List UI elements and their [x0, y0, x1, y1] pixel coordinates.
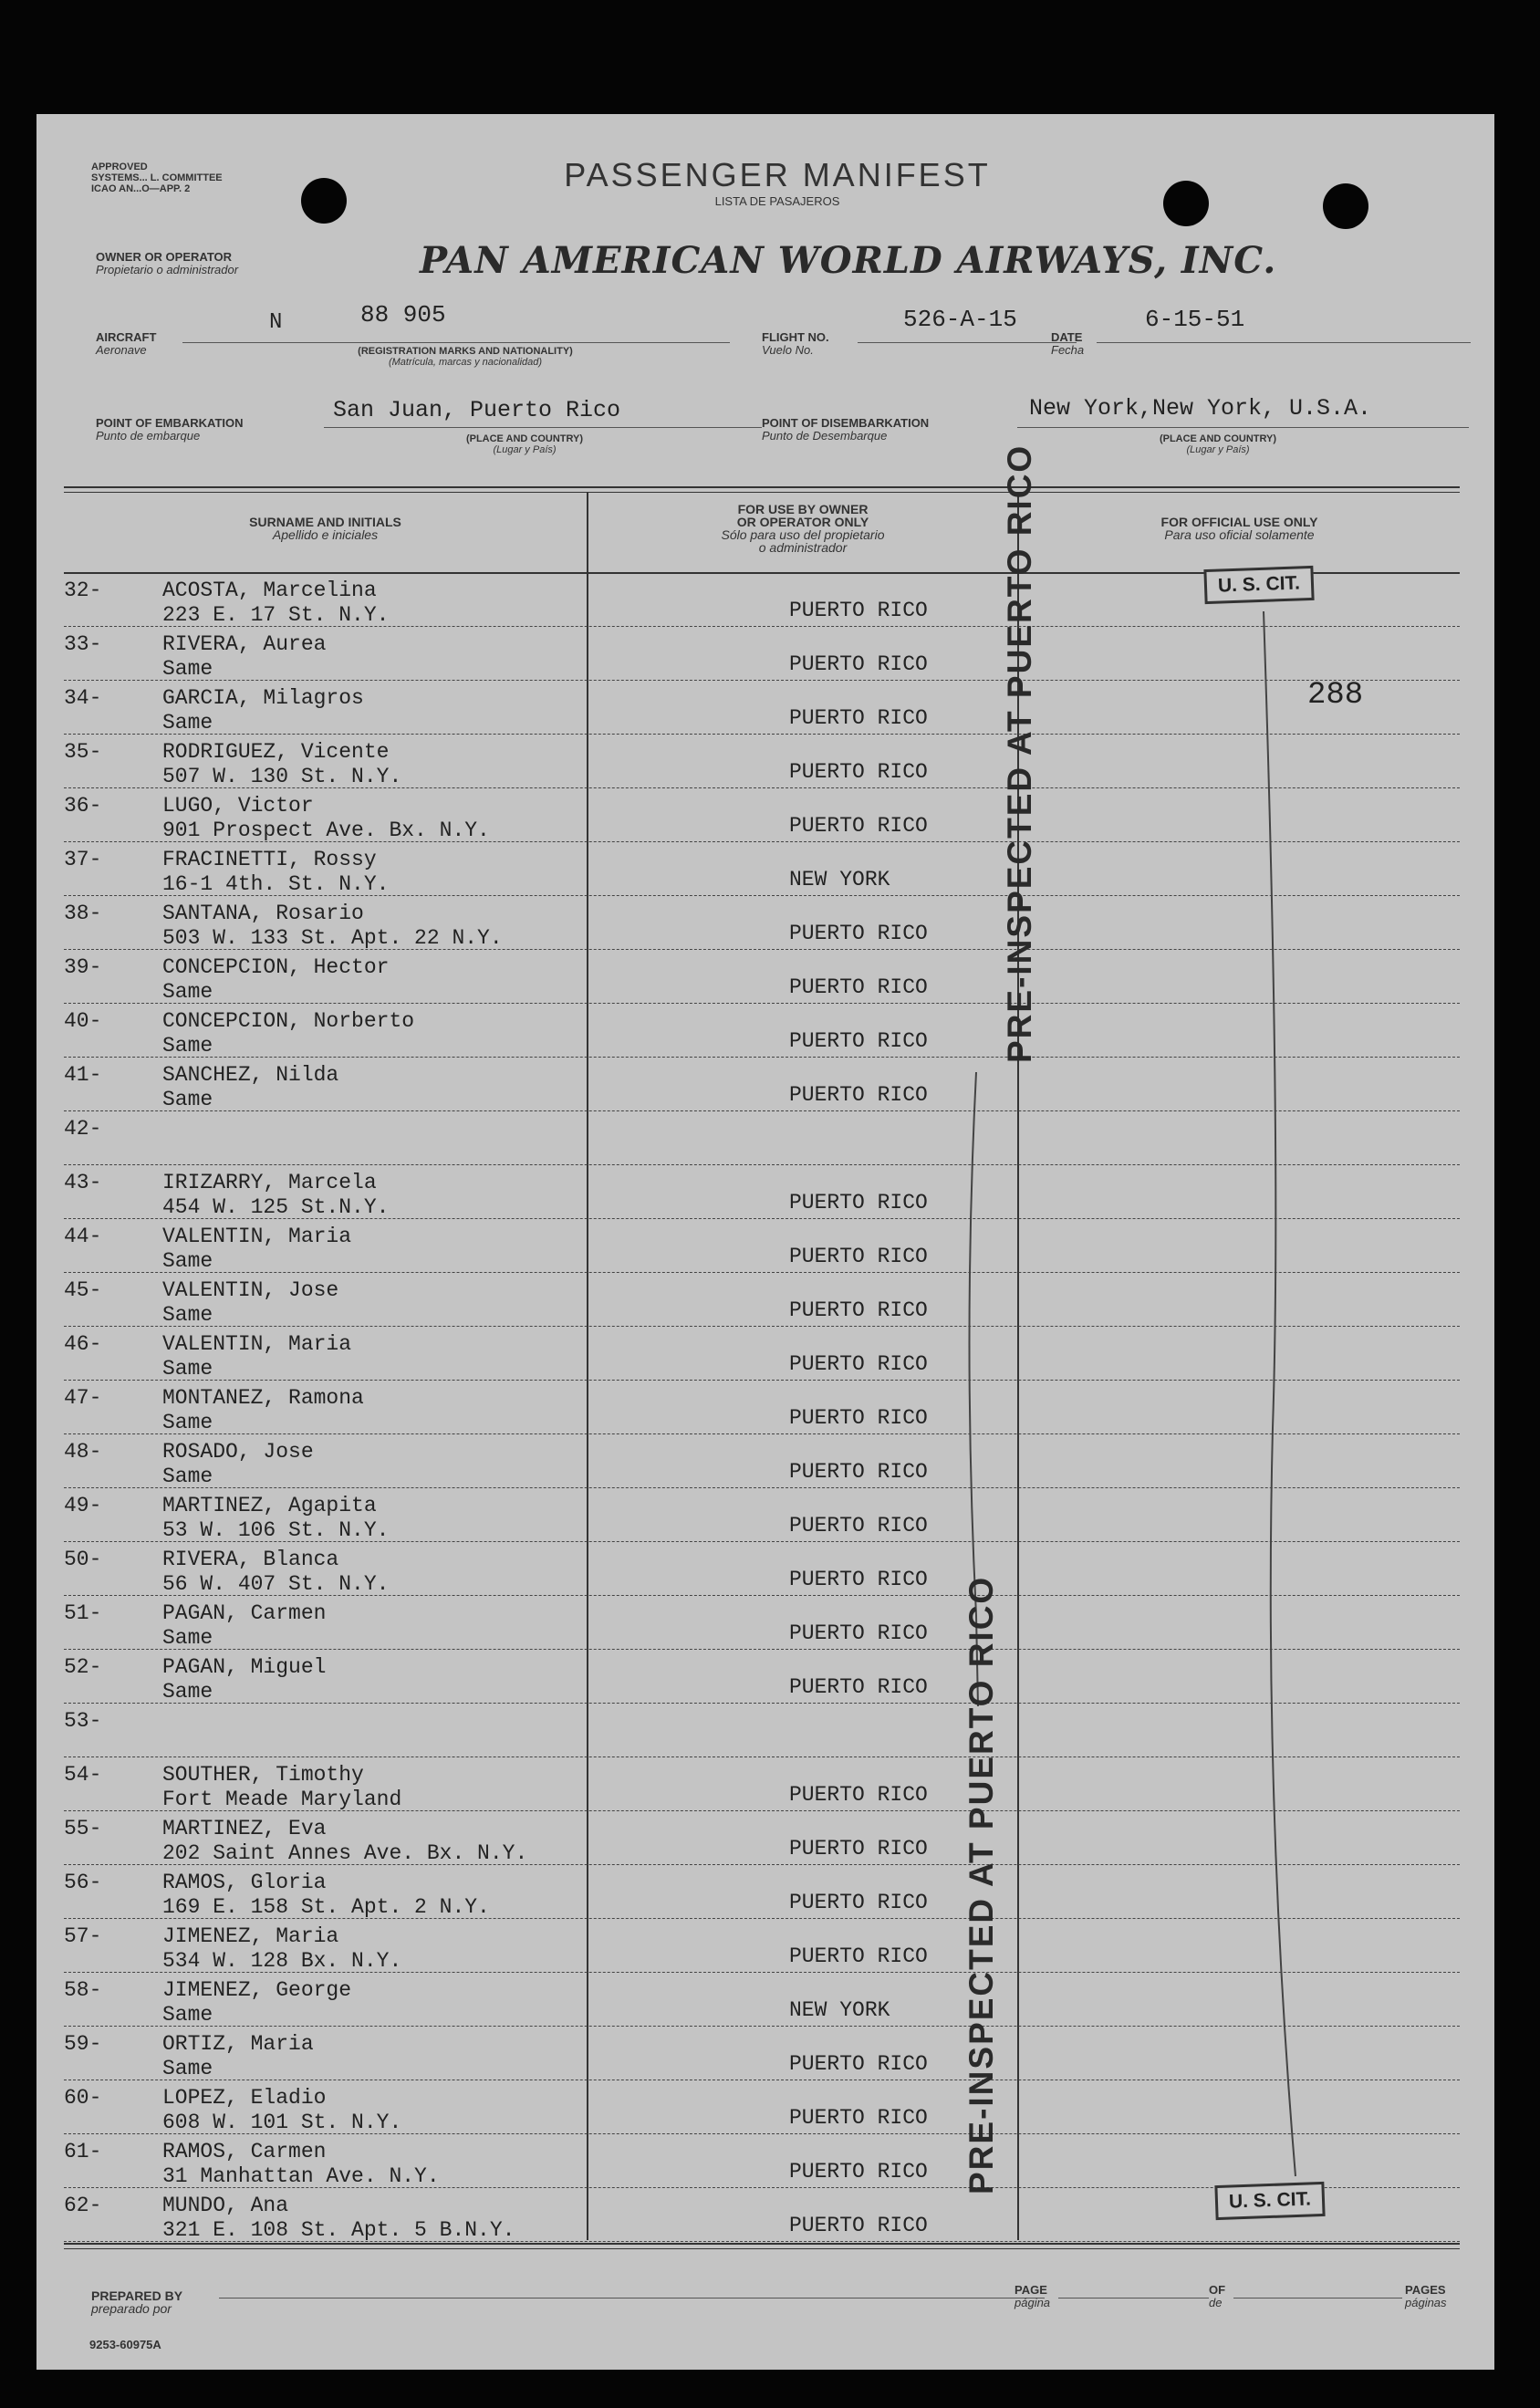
row-number: 46- — [64, 1332, 102, 1356]
of-label: OF — [1209, 2283, 1226, 2297]
passenger-destination: PUERTO RICO — [789, 1298, 928, 1322]
row-number: 48- — [64, 1440, 102, 1464]
row-number: 41- — [64, 1063, 102, 1087]
passenger-name: ROSADO, Jose — [162, 1440, 314, 1464]
table-row — [64, 681, 1460, 735]
prepared-line — [219, 2298, 1045, 2299]
passenger-name: RIVERA, Aurea — [162, 632, 327, 656]
table-row — [64, 1650, 1460, 1704]
table-bottom-rule — [64, 2248, 1460, 2249]
disembark-label-block — [762, 417, 929, 443]
table-row — [64, 1757, 1460, 1811]
passenger-address: 454 W. 125 St.N.Y. — [162, 1195, 390, 1219]
passenger-address: Fort Meade Maryland — [162, 1788, 402, 1811]
passenger-address: Same — [162, 2003, 213, 2027]
passenger-address: Same — [162, 1088, 213, 1111]
row-number: 50- — [64, 1548, 102, 1571]
bracket-line — [1259, 607, 1314, 2194]
passenger-destination: NEW YORK — [789, 868, 890, 891]
passenger-name: CONCEPCION, Norberto — [162, 1009, 415, 1033]
disembark-sublabel-block — [1131, 433, 1305, 455]
owner-label-es: Propietario o administrador — [96, 263, 239, 276]
divider — [1097, 342, 1471, 343]
passenger-destination: PUERTO RICO — [789, 1675, 928, 1699]
row-number: 52- — [64, 1655, 102, 1679]
row-number: 45- — [64, 1278, 102, 1302]
passenger-destination: PUERTO RICO — [789, 1245, 928, 1268]
passenger-address: 31 Manhattan Ave. N.Y. — [162, 2164, 440, 2188]
passenger-name: VALENTIN, Maria — [162, 1225, 352, 1248]
passenger-address: 507 W. 130 St. N.Y. — [162, 765, 402, 788]
preinspected-stamp: PRE-INSPECTED AT PUERTO RICO — [1001, 443, 1038, 1063]
table-row — [64, 1165, 1460, 1219]
passenger-destination: PUERTO RICO — [789, 1891, 928, 1914]
passenger-address: Same — [162, 1411, 213, 1434]
row-number: 56- — [64, 1871, 102, 1894]
row-number: 62- — [64, 2194, 102, 2217]
aircraft-label-block — [96, 331, 156, 357]
table-row — [64, 2080, 1460, 2134]
owner-label-block — [96, 251, 238, 276]
table-row — [64, 1811, 1460, 1865]
approval-line: APPROVED — [91, 162, 148, 172]
passenger-address: Same — [162, 1034, 213, 1058]
of-label-block — [1209, 2284, 1225, 2309]
passenger-name: JIMENEZ, Maria — [162, 1924, 339, 1948]
passenger-name: ORTIZ, Maria — [162, 2032, 314, 2056]
passenger-address: 503 W. 133 St. Apt. 22 N.Y. — [162, 926, 503, 950]
passenger-destination: PUERTO RICO — [789, 1944, 928, 1968]
row-number: 43- — [64, 1171, 102, 1194]
table-row — [64, 735, 1460, 788]
row-number: 58- — [64, 1978, 102, 2002]
passenger-address: Same — [162, 657, 213, 681]
col-header-label: OR OPERATOR ONLY — [736, 515, 869, 529]
embark-label-block — [96, 417, 244, 443]
passenger-name: MARTINEZ, Agapita — [162, 1494, 377, 1517]
passenger-destination: PUERTO RICO — [789, 1783, 928, 1807]
punch-hole — [1323, 183, 1368, 229]
approval-line: ICAO AN...O—APP. 2 — [91, 183, 191, 194]
aircraft-label-es: Aeronave — [96, 343, 147, 357]
table-row — [64, 1219, 1460, 1273]
row-number: 55- — [64, 1817, 102, 1840]
passenger-address: 202 Saint Annes Ave. Bx. N.Y. — [162, 1841, 528, 1865]
passenger-name: RODRIGUEZ, Vicente — [162, 740, 390, 764]
punch-hole — [1163, 181, 1209, 226]
table-row — [64, 1488, 1460, 1542]
passenger-address: 169 E. 158 St. Apt. 2 N.Y. — [162, 1895, 490, 1919]
page-label-es: página — [1015, 2296, 1051, 2309]
passenger-name: MUNDO, Ana — [162, 2194, 289, 2217]
passenger-address: Same — [162, 980, 213, 1004]
pages-label-es: páginas — [1405, 2296, 1447, 2309]
embark-sublabel: (PLACE AND COUNTRY) — [465, 433, 584, 444]
passenger-address: Same — [162, 711, 213, 735]
official-count: 288 — [1307, 678, 1364, 713]
prepared-label-es: preparado por — [91, 2301, 172, 2316]
row-number: 47- — [64, 1386, 102, 1410]
disembark-place: New York,New York, U.S.A. — [1029, 395, 1372, 422]
owner-label: OWNER OR OPERATOR — [96, 250, 233, 264]
row-number: 44- — [64, 1225, 102, 1248]
table-row — [64, 1973, 1460, 2027]
page-title: PASSENGER MANIFEST — [564, 156, 991, 193]
aircraft-prefix: N — [269, 310, 283, 335]
table-row — [64, 1865, 1460, 1919]
divider — [1017, 427, 1469, 428]
pages-label: PAGES — [1405, 2283, 1446, 2297]
col-header-label: FOR USE BY OWNER — [737, 502, 869, 516]
passenger-name: VALENTIN, Maria — [162, 1332, 352, 1356]
passenger-destination: PUERTO RICO — [789, 814, 928, 838]
page-label-block — [1015, 2284, 1050, 2309]
passenger-destination: PUERTO RICO — [789, 1621, 928, 1645]
row-number: 42- — [64, 1117, 102, 1141]
passenger-name: LUGO, Victor — [162, 794, 314, 818]
passenger-address: 534 W. 128 Bx. N.Y. — [162, 1949, 402, 1973]
table-row — [64, 1327, 1460, 1381]
aircraft-registration: 88 905 — [360, 301, 446, 328]
page-line — [1058, 2298, 1209, 2299]
passenger-destination: PUERTO RICO — [789, 1352, 928, 1376]
col-header-owner — [588, 503, 1017, 554]
passenger-address: Same — [162, 1303, 213, 1327]
table-row — [64, 1542, 1460, 1596]
passenger-address: Same — [162, 1465, 213, 1488]
table-row — [64, 1596, 1460, 1650]
passenger-name: MARTINEZ, Eva — [162, 1817, 327, 1840]
flight-label-es: Vuelo No. — [762, 343, 814, 357]
date-label: DATE — [1051, 330, 1083, 344]
approval-line: SYSTEMS... L. COMMITTEE — [91, 172, 223, 183]
passenger-name: SOUTHER, Timothy — [162, 1763, 364, 1787]
passenger-destination: NEW YORK — [789, 1998, 890, 2022]
passenger-address: 53 W. 106 St. N.Y. — [162, 1518, 390, 1542]
table-row — [64, 1273, 1460, 1327]
passenger-name: CONCEPCION, Hector — [162, 955, 390, 979]
passenger-address: 321 E. 108 St. Apt. 5 B.N.Y. — [162, 2218, 515, 2242]
approval-block — [91, 162, 223, 194]
table-row — [64, 1058, 1460, 1111]
passenger-name: LOPEZ, Eladio — [162, 2086, 327, 2110]
row-number: 32- — [64, 579, 102, 602]
passenger-destination: PUERTO RICO — [789, 2160, 928, 2184]
passenger-name: IRIZARRY, Marcela — [162, 1171, 377, 1194]
passenger-address: 56 W. 407 St. N.Y. — [162, 1572, 390, 1596]
table-row — [64, 1004, 1460, 1058]
row-number: 59- — [64, 2032, 102, 2056]
passenger-address: Same — [162, 1680, 213, 1704]
aircraft-sublabel-es: (Matrícula, marcas y nacionalidad) — [388, 357, 543, 368]
aircraft-sublabel-block — [319, 346, 611, 368]
date-label-block — [1051, 331, 1084, 357]
passenger-name: PAGAN, Miguel — [162, 1655, 327, 1679]
row-number: 54- — [64, 1763, 102, 1787]
table-row — [64, 1111, 1460, 1165]
passenger-destination: PUERTO RICO — [789, 760, 928, 784]
embark-sublabel-es: (Lugar y País) — [493, 444, 557, 455]
passenger-name: RAMOS, Carmen — [162, 2140, 327, 2163]
page-subtitle: LISTA DE PASAJEROS — [714, 194, 840, 208]
passenger-name: PAGAN, Carmen — [162, 1601, 327, 1625]
passenger-name: SANCHEZ, Nilda — [162, 1063, 339, 1087]
col-header-label: FOR OFFICIAL USE ONLY — [1160, 515, 1318, 529]
passenger-destination: PUERTO RICO — [789, 1191, 928, 1214]
row-divider — [64, 2241, 1460, 2242]
pages-line — [1233, 2298, 1402, 2299]
row-number: 35- — [64, 740, 102, 764]
passenger-address: 608 W. 101 St. N.Y. — [162, 2111, 402, 2134]
passenger-name: ACOSTA, Marcelina — [162, 579, 377, 602]
manifest-page — [36, 114, 1494, 2370]
table-row — [64, 627, 1460, 681]
disembark-label-es: Punto de Desembarque — [762, 429, 888, 443]
passenger-destination: PUERTO RICO — [789, 1029, 928, 1053]
table-top-rule — [64, 492, 1460, 493]
col-header-label-es: Para uso oficial solamente — [1164, 527, 1315, 542]
passenger-name: JIMENEZ, George — [162, 1978, 352, 2002]
passenger-destination: PUERTO RICO — [789, 1083, 928, 1107]
row-number: 39- — [64, 955, 102, 979]
passenger-destination: PUERTO RICO — [789, 975, 928, 999]
row-number: 49- — [64, 1494, 102, 1517]
table-row — [64, 2134, 1460, 2188]
passenger-name: GARCIA, Milagros — [162, 686, 364, 710]
table-row — [64, 896, 1460, 950]
table-row — [64, 950, 1460, 1004]
passenger-name: VALENTIN, Jose — [162, 1278, 339, 1302]
disembark-sublabel-es: (Lugar y País) — [1186, 444, 1250, 455]
embark-sublabel-block — [438, 433, 611, 455]
passenger-name: RIVERA, Blanca — [162, 1548, 339, 1571]
passenger-address: 901 Prospect Ave. Bx. N.Y. — [162, 818, 490, 842]
flight-label-block — [762, 331, 829, 357]
passenger-destination: PUERTO RICO — [789, 2052, 928, 2076]
of-label-es: de — [1209, 2296, 1223, 2309]
col-header-label-es: Sólo para uso del propietario — [721, 527, 885, 542]
flight-label: FLIGHT NO. — [762, 330, 829, 344]
passenger-name: SANTANA, Rosario — [162, 902, 364, 925]
divider — [182, 342, 730, 343]
pages-label-block — [1405, 2284, 1447, 2309]
passenger-destination: PUERTO RICO — [789, 922, 928, 945]
table-row — [64, 1704, 1460, 1757]
row-number: 60- — [64, 2086, 102, 2110]
table-top-rule — [64, 486, 1460, 488]
passenger-destination: PUERTO RICO — [789, 706, 928, 730]
passenger-destination: PUERTO RICO — [789, 1460, 928, 1484]
row-number: 40- — [64, 1009, 102, 1033]
col-header-label-es: o administrador — [758, 540, 848, 555]
passenger-address: 16-1 4th. St. N.Y. — [162, 872, 390, 896]
us-citizen-stamp: U. S. CIT. — [1214, 2182, 1325, 2220]
passenger-address: 223 E. 17 St. N.Y. — [162, 603, 390, 627]
prepared-label: PREPARED BY — [91, 2288, 183, 2303]
flight-date: 6-15-51 — [1145, 306, 1245, 333]
col-header-official — [1019, 516, 1460, 541]
embark-place: San Juan, Puerto Rico — [333, 397, 621, 423]
passenger-address: Same — [162, 1357, 213, 1381]
page-label: PAGE — [1015, 2283, 1047, 2297]
preinspected-stamp: PRE-INSPECTED AT PUERTO RICO — [962, 1575, 1000, 2194]
passenger-destination: PUERTO RICO — [789, 652, 928, 676]
table-row — [64, 2027, 1460, 2080]
passenger-name: MONTANEZ, Ramona — [162, 1386, 364, 1410]
passenger-name: RAMOS, Gloria — [162, 1871, 327, 1894]
passenger-destination: PUERTO RICO — [789, 1406, 928, 1430]
table-row — [64, 1381, 1460, 1434]
passenger-destination: PUERTO RICO — [789, 1837, 928, 1861]
table-bottom-rule — [64, 2243, 1460, 2245]
us-citizen-stamp: U. S. CIT. — [1203, 566, 1314, 604]
divider — [858, 342, 1077, 343]
date-label-es: Fecha — [1051, 343, 1085, 357]
passenger-address: Same — [162, 1626, 213, 1650]
row-number: 57- — [64, 1924, 102, 1948]
passenger-name: FRACINETTI, Rossy — [162, 848, 377, 871]
row-number: 61- — [64, 2140, 102, 2163]
flight-number: 526-A-15 — [903, 306, 1017, 333]
table-row — [64, 1919, 1460, 1973]
aircraft-label: AIRCRAFT — [96, 330, 157, 344]
row-number: 51- — [64, 1601, 102, 1625]
passenger-address: Same — [162, 2057, 213, 2080]
col-header-surname — [64, 516, 587, 541]
airline-name: PAN AMERICAN WORLD AIRWAYS, INC. — [420, 239, 1277, 282]
table-row — [64, 842, 1460, 896]
row-number: 36- — [64, 794, 102, 818]
embark-label-es: Punto de embarque — [96, 429, 201, 443]
passenger-destination: PUERTO RICO — [789, 1568, 928, 1591]
disembark-label: POINT OF DISEMBARKATION — [762, 416, 930, 430]
row-number: 37- — [64, 848, 102, 871]
row-number: 38- — [64, 902, 102, 925]
form-number: 9253-60975A — [89, 2338, 161, 2351]
passenger-destination: PUERTO RICO — [789, 599, 928, 622]
aircraft-sublabel: (REGISTRATION MARKS AND NATIONALITY) — [358, 346, 573, 357]
disembark-sublabel: (PLACE AND COUNTRY) — [1159, 433, 1277, 444]
passenger-destination: PUERTO RICO — [789, 2106, 928, 2130]
row-number: 33- — [64, 632, 102, 656]
col-header-label-es: Apellido e iniciales — [272, 527, 379, 542]
row-number: 53- — [64, 1709, 102, 1733]
passenger-destination: PUERTO RICO — [789, 1514, 928, 1538]
divider — [324, 427, 762, 428]
embark-label: POINT OF EMBARKATION — [96, 416, 244, 430]
col-header-label: SURNAME AND INITIALS — [249, 515, 401, 529]
row-number: 34- — [64, 686, 102, 710]
table-row — [64, 788, 1460, 842]
punch-hole — [301, 178, 347, 224]
passenger-address: Same — [162, 1249, 213, 1273]
title-block — [504, 156, 1051, 208]
passenger-destination: PUERTO RICO — [789, 2214, 928, 2237]
prepared-label-block — [91, 2289, 182, 2315]
table-row — [64, 1434, 1460, 1488]
